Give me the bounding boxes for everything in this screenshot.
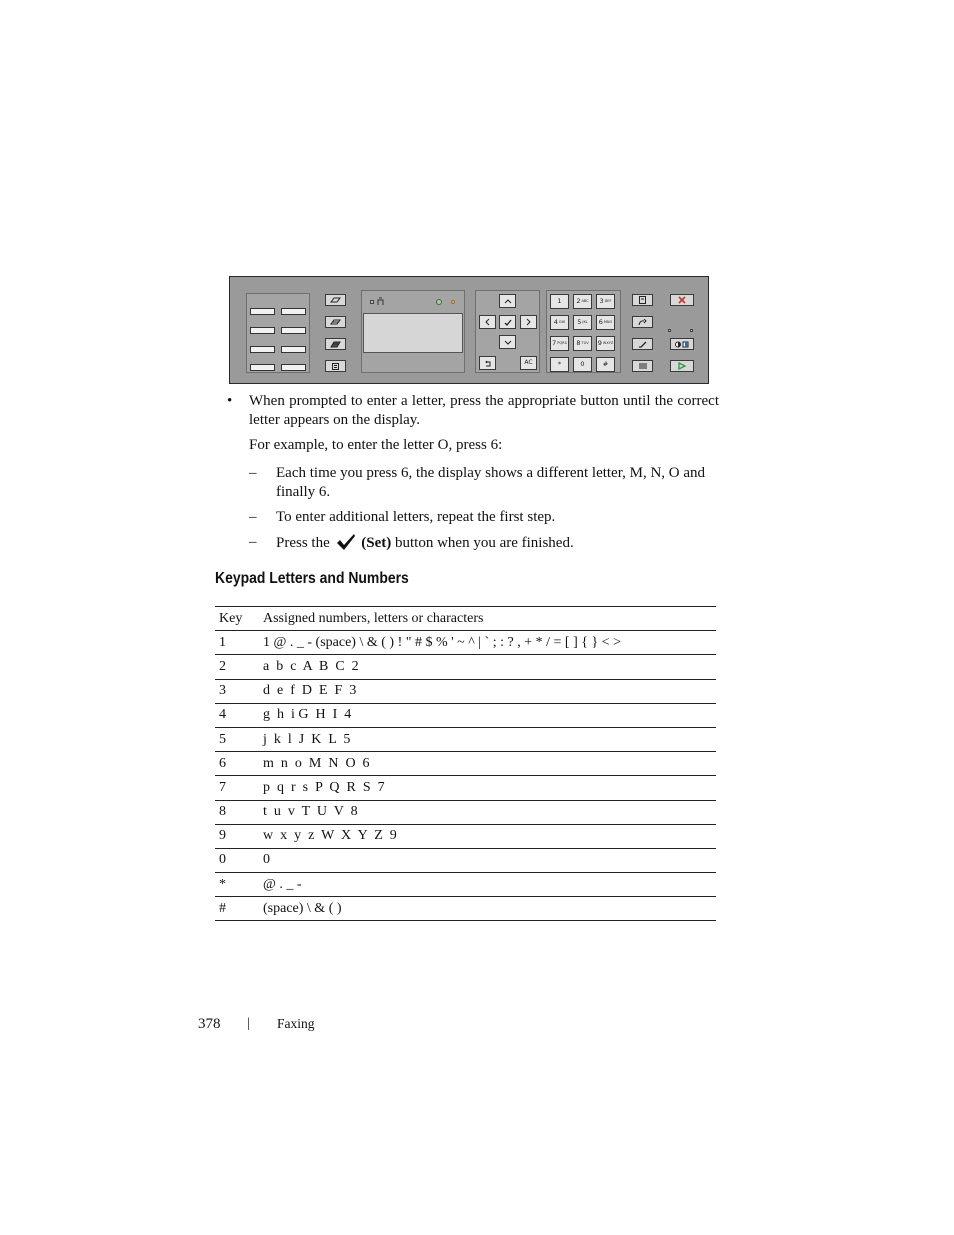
contacts-button [632,360,653,372]
keypad-key-label: 0 [580,360,585,369]
step-dash-2: – [249,509,257,525]
down-arrow-button [499,335,516,349]
keypad-key-label: 4 [553,318,558,327]
table-row [215,679,716,703]
keypad-key-letters: GHI [558,319,566,324]
one-touch-dial-1 [250,308,275,315]
keypad-key-letters: DEF [604,298,612,303]
back-icon [484,360,492,367]
key-cell: 3 [215,679,263,703]
table-row [215,848,716,872]
table-row [215,824,716,848]
keypad-key [550,294,569,309]
step-dash-3: – [249,534,257,550]
one-touch-dial-section [246,293,310,373]
characters-cell: j k l J K L 5 [263,727,716,751]
keypad-key [550,336,569,351]
page-number: 378 [198,1016,221,1032]
menu-icon [332,363,339,370]
bullet-text: When prompted to enter a letter, press the appropriate button until the correct letter appears on the display. [249,393,719,428]
keypad-key [596,294,615,309]
step-item-3 [276,533,716,557]
checkmark-icon [504,319,512,326]
copy-mode-button [325,294,346,306]
left-arrow-button [479,315,496,329]
keypad-key-letters: MNO [603,319,613,324]
key-cell: 1 [215,631,263,655]
press-prefix: Press the [276,535,330,551]
example-text: For example, to enter the letter O, press 6: [249,437,503,453]
address-book-icon [638,363,648,369]
one-touch-dial-5 [250,346,275,353]
speed-dial-button [632,338,653,350]
color-mode-indicator-right [690,329,693,332]
keypad-key [596,336,615,351]
keypad-key [573,294,592,309]
one-touch-dial-7 [250,364,275,371]
characters-cell: a b c A B C 2 [263,655,716,679]
keypad-key [573,315,592,330]
redial-icon [638,319,648,326]
one-touch-dial-2 [281,308,306,315]
scan-mode-button [325,316,346,328]
key-cell: # [215,897,263,921]
step-dash-1: – [249,465,257,481]
fax-icon [330,341,341,348]
table-row [215,631,716,655]
keypad-key-label: 9 [597,339,602,348]
key-cell: 4 [215,703,263,727]
characters-cell: p q r s P Q R S 7 [263,776,716,800]
keypad-key-label: 7 [552,339,557,348]
characters-cell: 1 @ . _ - (space) \ & ( ) ! " # $ % ' ~ ^ | ` ; : ? , + * / = [ ] { } < > [263,631,716,655]
color-mode-button [670,338,694,350]
up-arrow-icon [504,299,512,304]
keypad-key-label: * [557,360,562,369]
wireless-icon [377,297,385,306]
keypad-key [550,357,569,372]
keypad-key-label: 5 [577,318,582,327]
power-saver-indicator [436,299,442,305]
characters-cell: 0 [263,848,716,872]
key-cell: 9 [215,824,263,848]
keypad-key [573,336,592,351]
one-touch-dial-8 [281,364,306,371]
left-arrow-icon [485,318,490,326]
fax-mode-button [325,338,346,350]
display-section [361,290,465,373]
table-row [215,655,716,679]
set-label: (Set) [361,535,392,551]
characters-cell: d e f D E F 3 [263,679,716,703]
one-touch-dial-3 [250,327,275,334]
redial-pause-button [632,316,653,328]
job-status-icon [639,296,646,304]
table-row [215,776,716,800]
right-arrow-icon [526,318,531,326]
job-status-button [632,294,653,306]
characters-cell: (space) \ & ( ) [263,897,716,921]
table-header-row [215,607,716,631]
keypad-key-letters: TUV [581,340,589,345]
lcd-display [363,313,463,353]
keypad-key-letters: ABC [581,298,589,303]
keypad-key-label: # [602,360,609,369]
key-cell: 0 [215,848,263,872]
keypad-key-letters: PQRS [557,340,567,345]
table-row [215,897,716,921]
keypad-key [596,357,615,372]
column-header-characters: Assigned numbers, letters or characters [263,607,716,631]
one-touch-dial-6 [281,346,306,353]
keypad-key-label: 8 [576,339,581,348]
characters-cell: m n o M N O 6 [263,752,716,776]
keypad-key-label: 3 [599,297,604,306]
characters-cell: g h i G H I 4 [263,703,716,727]
bullet-marker: • [227,393,233,409]
key-cell: 7 [215,776,263,800]
keypad-key-label: 2 [576,297,581,306]
stop-icon [678,296,686,304]
table-row [215,752,716,776]
chapter-name: Faxing [277,1016,315,1031]
footer-separator: | [247,1016,250,1031]
menu-button [325,360,346,372]
characters-cell: w x y z W X Y Z 9 [263,824,716,848]
up-arrow-button [499,294,516,308]
step-item-2: To enter additional letters, repeat the first step. [276,509,556,525]
keypad-key [573,357,592,372]
key-cell: 6 [215,752,263,776]
table-row [215,873,716,897]
right-arrow-button [520,315,537,329]
step-item-1: Each time you press 6, the display shows a different letter, M, N, O and finally 6. [276,465,706,500]
numeric-keypad [546,290,621,373]
phone-icon [638,341,648,348]
down-arrow-icon [504,340,512,345]
stop-button [670,294,694,306]
keypad-key [596,315,615,330]
table-row [215,703,716,727]
operator-panel-figure [229,276,709,384]
keypad-characters-table [215,606,716,921]
press-suffix: button when you are finished. [395,535,574,551]
color-mode-indicator-left [668,329,671,332]
table-row [215,800,716,824]
all-clear-button: AC [520,356,537,370]
start-icon [678,362,686,370]
keypad-key-letters: JKL [582,319,588,324]
key-cell: 2 [215,655,263,679]
key-cell: 5 [215,727,263,751]
one-touch-dial-4 [281,327,306,334]
section-title: Keypad Letters and Numbers [215,570,409,587]
color-mode-icon [674,341,690,348]
key-cell: 8 [215,800,263,824]
keypad-key-label: 1 [557,297,562,306]
keypad-key-letters: WXYZ [602,340,614,345]
set-button [499,315,516,329]
table-row [215,727,716,751]
copy-icon [330,297,341,304]
ready-indicator [451,300,455,304]
characters-cell: @ . _ - [263,873,716,897]
keypad-key-label: 6 [598,318,603,327]
back-button [479,356,496,370]
key-cell: * [215,873,263,897]
keypad-key [550,315,569,330]
characters-cell: t u v T U V 8 [263,800,716,824]
status-indicator [370,300,374,304]
set-checkmark-icon [336,533,356,557]
scan-icon [330,319,341,326]
start-button [670,360,694,372]
navigation-section [475,290,540,373]
column-header-key: Key [215,607,263,631]
